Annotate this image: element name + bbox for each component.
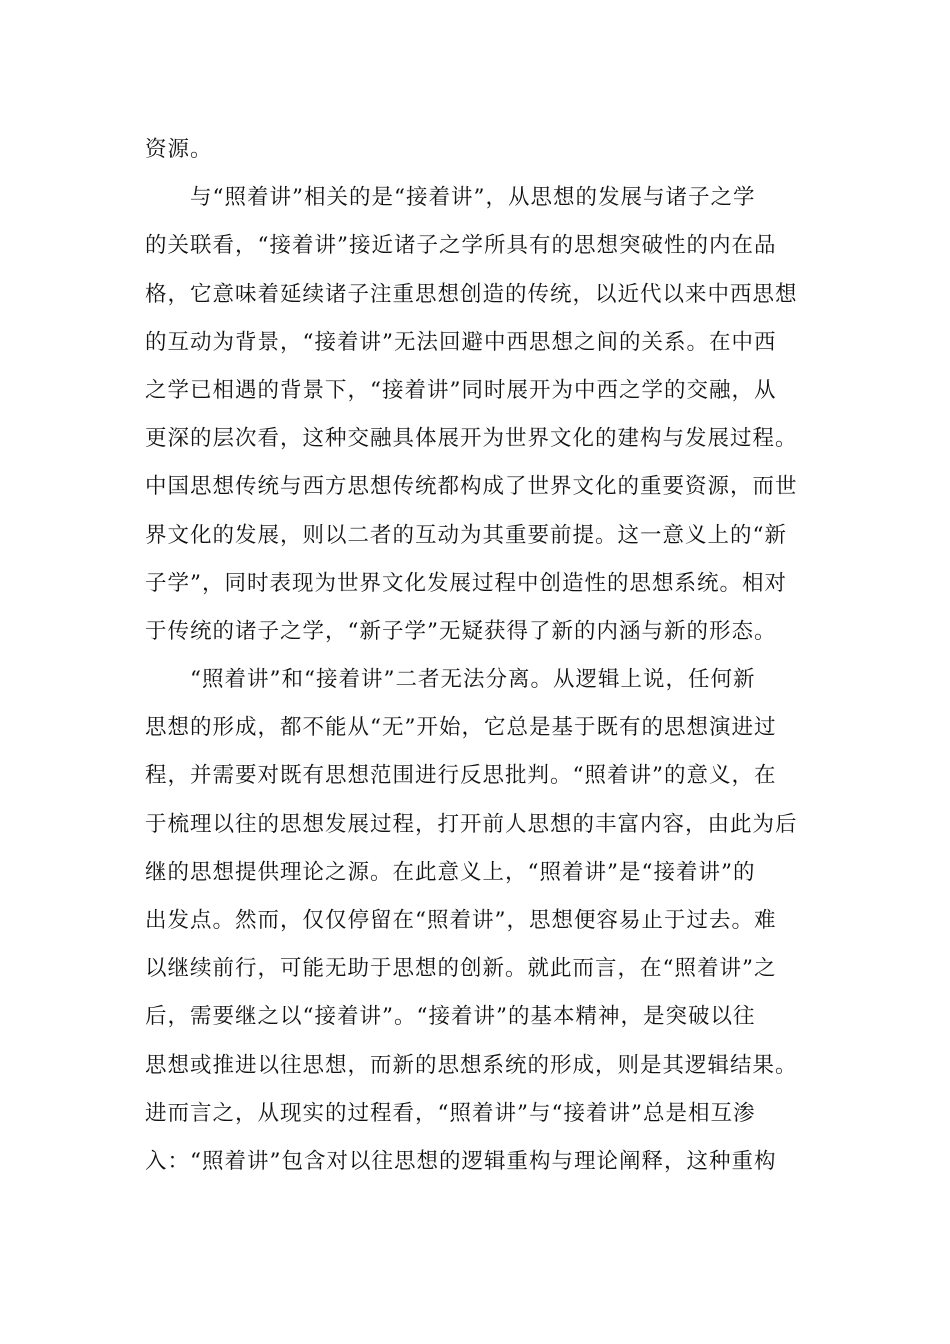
text-line: 之学已相遇的背景下，“接着讲”同时展开为中西之学的交融，从 <box>145 377 777 403</box>
text-line: 子学”，同时表现为世界文化发展过程中创造性的思想系统。相对 <box>145 570 787 596</box>
text-line: 于传统的诸子之学，“新子学”无疑获得了新的内涵与新的形态。 <box>145 618 777 644</box>
text-line: 与“照着讲”相关的是“接着讲”，从思想的发展与诸子之学 <box>145 185 756 211</box>
text-line: 以继续前行，可能无助于思想的创新。就此而言，在“照着讲”之 <box>145 956 777 982</box>
text-line: 资源。 <box>145 137 213 162</box>
text-line: 入：“照着讲”包含对以往思想的逻辑重构与理论阐释，这种重构 <box>145 1148 777 1174</box>
text-line: 中国思想传统与西方思想传统都构成了世界文化的重要资源，而世 <box>145 474 798 500</box>
text-line: 进而言之，从现实的过程看，“照着讲”与“接着讲”总是相互渗 <box>145 1100 756 1126</box>
text-line: 思想的形成，都不能从“无”开始，它总是基于既有的思想演进过 <box>145 715 777 741</box>
text-line: 出发点。然而，仅仅停留在“照着讲”，思想便容易止于过去。难 <box>145 908 777 933</box>
text-line: 后，需要继之以“接着讲”。“接着讲”的基本精神，是突破以往 <box>145 1004 756 1030</box>
text-line: 的互动为背景，“接着讲”无法回避中西思想之间的关系。在中西 <box>145 329 777 355</box>
text-line: 于梳理以往的思想发展过程，打开前人思想的丰富内容，由此为后 <box>145 811 798 837</box>
body-text <box>145 126 810 1186</box>
text-line: 程，并需要对既有思想范围进行反思批判。“照着讲”的意义，在 <box>145 763 777 789</box>
text-line: 继的思想提供理论之源。在此意义上，“照着讲”是“接着讲”的 <box>145 859 756 885</box>
text-line: 思想或推进以往思想，而新的思想系统的形成，则是其逻辑结果。 <box>145 1052 798 1078</box>
text-line: 的关联看，“接着讲”接近诸子之学所具有的思想突破性的内在品 <box>145 233 777 259</box>
text-line: “照着讲”和“接着讲”二者无法分离。从逻辑上说，任何新 <box>145 667 756 693</box>
text-line: 界文化的发展，则以二者的互动为其重要前提。这一意义上的“新 <box>145 522 787 548</box>
text-line: 格，它意味着延续诸子注重思想创造的传统，以近代以来中西思想 <box>145 281 798 307</box>
text-line: 更深的层次看，这种交融具体展开为世界文化的建构与发展过程。 <box>145 426 798 452</box>
